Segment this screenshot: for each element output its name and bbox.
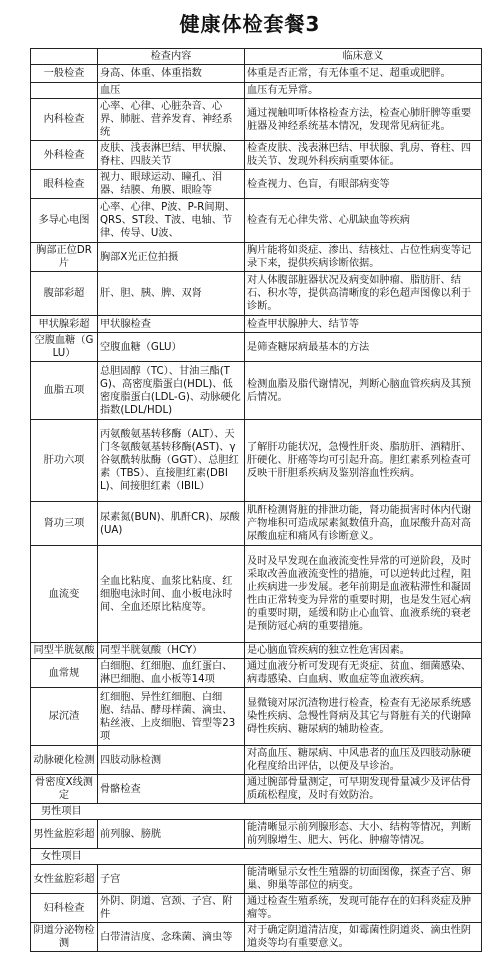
item-name: 眼科检查 xyxy=(31,170,98,199)
item-content: 前列腺、膀胱 xyxy=(98,820,245,849)
item-meaning: 及时及早发现在血液流变性异常的可逆阶段，及时采取改善血液流变性的措施，可以逆转此过程，阻止疾病进一步发展。老年前期是血液粘滞性和凝固性由正常转变为异常的重要时期，也是发生冠心病的重要时期，延缓和防止心血管、血液系统的衰老是预防冠心病的重要措施。 xyxy=(245,546,482,643)
item-meaning: 通过血液分析可发现有无炎症、贫血、细菌感染、病毒感染、白血病、败血症等血液疾病。 xyxy=(245,659,482,688)
item-content: 空腹血糖（GLU） xyxy=(98,333,245,362)
item-content: 红细胞、异性红细胞、白细胞、结晶、酵母样菌、滴虫、粘丝液、上皮细胞、管型等23项 xyxy=(98,688,245,746)
item-name: 外科检查 xyxy=(31,141,98,170)
table-row xyxy=(31,272,482,316)
item-content: 甲状腺检查 xyxy=(98,316,245,333)
table-row xyxy=(31,546,482,643)
item-content: 心率、心律、P波、P-R间期、QRS、ST段、T波、电轴、节律、传导、U波、 xyxy=(98,199,245,243)
header-content: 检查内容 xyxy=(98,49,245,65)
item-name: 血脂五项 xyxy=(31,362,98,420)
item-content: 血压 xyxy=(98,83,245,99)
item-name: 女性盆腔彩超 xyxy=(31,865,98,894)
item-meaning: 显微镜对尿沉渣物进行检查，检查有无泌尿系统感染性疾病、急慢性肾病及其它与肾脏有关的代谢障碍性疾病、糖尿病的辅助检查。 xyxy=(245,688,482,746)
item-meaning: 对人体腹部脏器状况及病变如肿瘤、脂肪肝、结石、积水等，提供高清晰度的彩色超声图像以利于诊断。 xyxy=(245,272,482,316)
item-name: 胸部正位DR片 xyxy=(31,243,98,272)
table-header-row xyxy=(31,49,482,65)
item-meaning: 对于确定阴道清洁度，如霉菌性阴道炎、滴虫性阴道炎等均有重要意义。 xyxy=(245,923,482,952)
item-content: 四肢动脉检测 xyxy=(98,746,245,775)
item-name: 同型半胱氨酸 xyxy=(31,643,98,659)
item-name: 骨密度X线测定 xyxy=(31,775,98,804)
item-meaning: 检查有无心律失常、心肌缺血等疾病 xyxy=(245,199,482,243)
table-row xyxy=(31,923,482,952)
item-content: 皮肤、浅表淋巴结、甲状腺、脊柱、四肢关节 xyxy=(98,141,245,170)
table-row xyxy=(31,333,482,362)
table-row xyxy=(31,141,482,170)
item-content: 身高、体重、体重指数 xyxy=(98,65,245,83)
item-meaning: 能清晰显示女性生殖器的切面图像，探查子宫、卵巢、卵巢等部位的病变。 xyxy=(245,865,482,894)
table-row xyxy=(31,99,482,141)
table-row xyxy=(31,643,482,659)
item-content: 丙氨酸氨基转移酶（ALT）、天门冬氨酸氨基转移酶(AST)、γ谷氨酰转肽酶（GGT）、总胆红素（TBS）、直接胆红素(DBIL)、间接胆红素（IBIL） xyxy=(98,420,245,502)
item-content: 白带清洁度、念珠菌、滴虫等 xyxy=(98,923,245,952)
item-name: 妇科检查 xyxy=(31,894,98,923)
table-row xyxy=(31,820,482,849)
table-row xyxy=(31,746,482,775)
item-name: 内科检查 xyxy=(31,99,98,141)
item-content: 尿素氮(BUN)、肌酐CR)、尿酸(UA) xyxy=(98,502,245,546)
item-meaning: 检查皮肤、浅表淋巴结、甲状腺、乳房、脊柱、四肢关节、发现外科疾病重要体征。 xyxy=(245,141,482,170)
item-name xyxy=(31,83,98,99)
item-content: 视力、眼球运动、瞳孔、泪器、结膜、角膜、眼睑等 xyxy=(98,170,245,199)
item-meaning: 通过腕部骨量测定，可早期发现骨量减少及评估骨质疏松程度，及时有效防治。 xyxy=(245,775,482,804)
item-meaning: 通过检查生殖系统，发现可能存在的妇科炎症及肿瘤等。 xyxy=(245,894,482,923)
header-blank xyxy=(31,49,98,65)
table-row xyxy=(31,316,482,333)
table-row xyxy=(31,659,482,688)
item-meaning: 检查视力、色盲，有眼部病变等 xyxy=(245,170,482,199)
section-label: 男性项目 xyxy=(31,804,482,820)
table-row xyxy=(31,894,482,923)
item-name: 男性盆腔彩超 xyxy=(31,820,98,849)
item-meaning: 了解肝功能状况，急慢性肝炎、脂肪肝、酒精肝、肝硬化、肝癌等均可引起升高。胆红素系列检查可反映干肝胆系疾病及鉴别溶血性疾病。 xyxy=(245,420,482,502)
exam-table xyxy=(30,48,482,952)
item-name: 空腹血糖（GLU） xyxy=(31,333,98,362)
item-content: 白细胞、红细胞、血红蛋白、淋巴细胞、血小板等14项 xyxy=(98,659,245,688)
table-row xyxy=(31,170,482,199)
item-name: 甲状腺彩超 xyxy=(31,316,98,333)
item-name: 多导心电图 xyxy=(31,199,98,243)
item-meaning: 检查甲状腺肿大、结节等 xyxy=(245,316,482,333)
item-meaning: 对高血压、糖尿病、中风患者的血压及四肢动脉硬化程度给出评估，以便及早诊治。 xyxy=(245,746,482,775)
item-meaning: 体重是否正常，有无体重不足、超重或肥胖。 xyxy=(245,65,482,83)
item-name: 阴道分泌物检测 xyxy=(31,923,98,952)
item-content: 全血比粘度、血浆比粘度、红细胞电泳时间、血小板电泳时间、全血还原比粘度等。 xyxy=(98,546,245,643)
item-meaning: 肌酐检测肾脏的排泄功能，肾功能损害时体内代谢产物堆积可造成尿素氮数值升高，血尿酸升高对高尿酸血症和痛风有诊断意义。 xyxy=(245,502,482,546)
table-row xyxy=(31,865,482,894)
section-label: 女性项目 xyxy=(31,849,482,865)
item-content: 肝、胆、胰、脾、双肾 xyxy=(98,272,245,316)
table-row xyxy=(31,65,482,83)
item-meaning: 是心脑血管疾病的独立性危害因素。 xyxy=(245,643,482,659)
header-meaning: 临床意义 xyxy=(245,49,482,65)
section-row xyxy=(31,849,482,865)
table-row xyxy=(31,502,482,546)
item-meaning: 是筛查糖尿病最基本的方法 xyxy=(245,333,482,362)
item-meaning: 血压有无异常。 xyxy=(245,83,482,99)
item-meaning: 检测血脂及脂代谢情况，判断心脑血管疾病及其预后情况。 xyxy=(245,362,482,420)
page-title: 健康体检套餐3 xyxy=(179,12,321,36)
table-row xyxy=(31,420,482,502)
item-content: 骨骼检查 xyxy=(98,775,245,804)
item-name: 一般检查 xyxy=(31,65,98,83)
table-row xyxy=(31,688,482,746)
table-row xyxy=(31,199,482,243)
table-row xyxy=(31,83,482,99)
item-content: 总胆固醇（TC）、甘油三酯(TG)、高密度脂蛋白(HDL)、低密度脂蛋白(LDL-G)、动脉硬化指数(LDL/HDL) xyxy=(98,362,245,420)
item-name: 肾功三项 xyxy=(31,502,98,546)
item-content: 同型半胱氨酸（HCY） xyxy=(98,643,245,659)
item-name: 血流变 xyxy=(31,546,98,643)
item-name: 血常规 xyxy=(31,659,98,688)
item-content: 子宫 xyxy=(98,865,245,894)
table-row xyxy=(31,243,482,272)
item-name: 尿沉渣 xyxy=(31,688,98,746)
item-content: 胸部X光正位拍摄 xyxy=(98,243,245,272)
item-name: 动脉硬化检测 xyxy=(31,746,98,775)
table-row xyxy=(31,775,482,804)
item-meaning: 通过视触叩听体格检查方法，检查心肺肝脾等重要脏器及神经系统基本情况，发现常见病征兆。 xyxy=(245,99,482,141)
table-row xyxy=(31,362,482,420)
item-name: 腹部彩超 xyxy=(31,272,98,316)
item-content: 心率、心律、心脏杂音、心界、肺脏、营养发育、神经系统 xyxy=(98,99,245,141)
item-name: 肝功六项 xyxy=(31,420,98,502)
item-content: 外阴、阴道、宫颈、子宫、附件 xyxy=(98,894,245,923)
item-meaning: 能清晰显示前列腺形态、大小、结构等情况，判断前列腺增生、肥大、钙化、肿瘤等情况。 xyxy=(245,820,482,849)
section-row xyxy=(31,804,482,820)
item-meaning: 胸片能将如炎症、渗出、结核灶、占位性病变等记录下来，提供疾病诊断依据。 xyxy=(245,243,482,272)
